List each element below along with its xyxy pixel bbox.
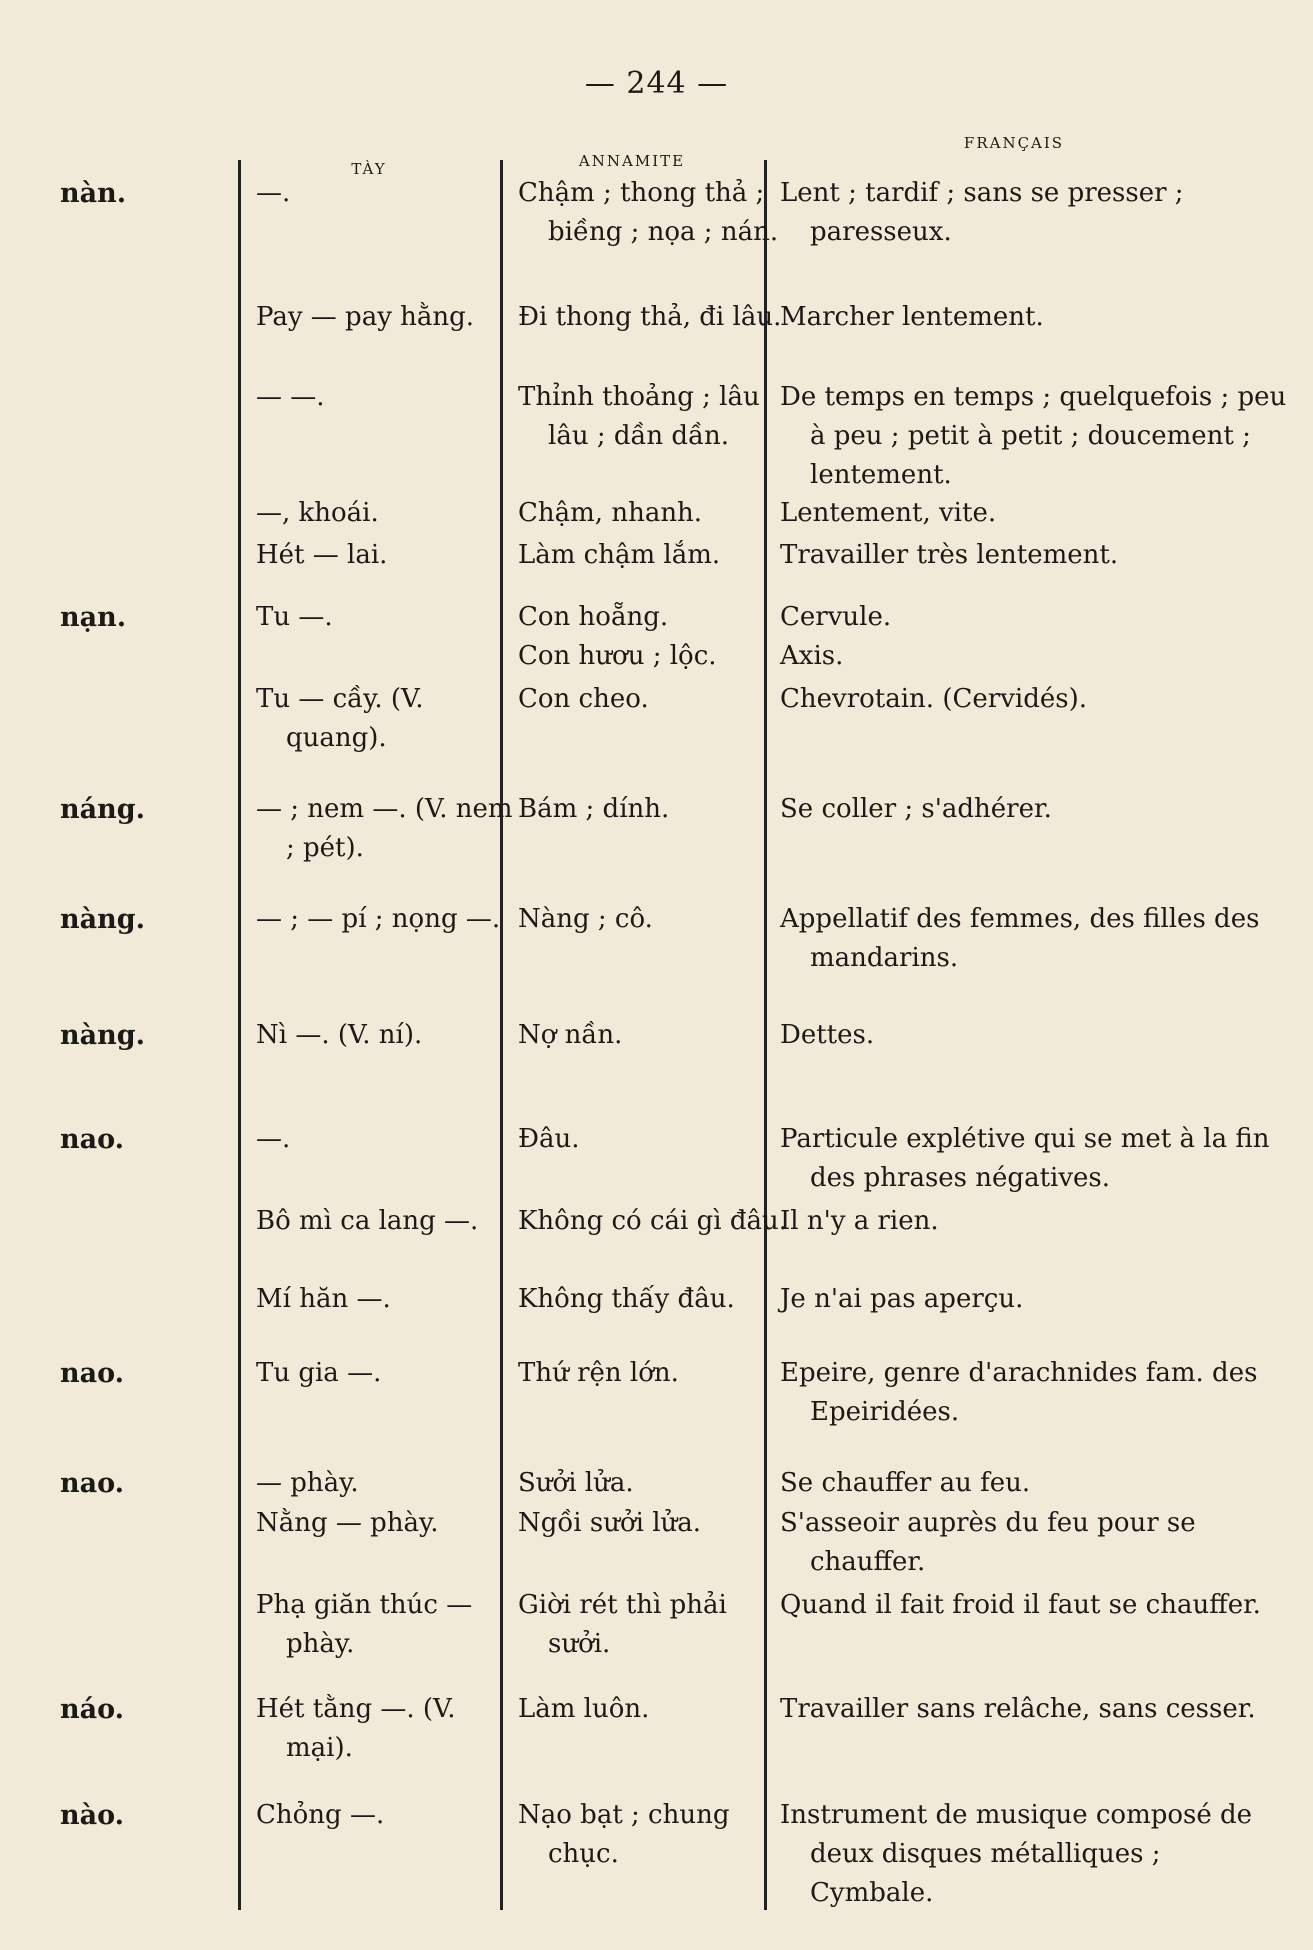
annamite-text: Làm chậm lắm. [518, 540, 721, 570]
tay-text: —. [256, 178, 291, 208]
tay-text: — —. [256, 382, 325, 412]
francais-text: Quand il fait froid il faut se chauffer. [780, 1590, 1261, 1620]
annamite-text: Con hươu ; lộc. [518, 641, 717, 671]
tay-text: Bô mì ca lang —. [256, 1206, 479, 1236]
annamite-text: Không có cái gì đâu. [518, 1206, 787, 1236]
annamite-text: Thỉnh thoảng ; lâu lâu ; dần dần. [518, 382, 760, 451]
tay-text: Nằng — phày. [256, 1508, 439, 1538]
annamite-text: Ngồi sưởi lửa. [518, 1508, 702, 1538]
tay-text: Phạ giăn thúc — phày. [256, 1590, 473, 1659]
page-number: — 244 — [584, 66, 729, 101]
francais-text: Instrument de musique composé de deux disques métalliques ; Cymbale. [780, 1800, 1253, 1908]
tay-text: — ; — pí ; nọng —. [256, 904, 501, 934]
francais-text: S'asseoir auprès du feu pour se chauffer. [780, 1508, 1196, 1577]
tay-text: —. [256, 1124, 291, 1154]
francais-text: Marcher lentement. [780, 302, 1044, 332]
annamite-text: Con cheo. [518, 684, 649, 714]
francais-text: Il n'y a rien. [780, 1206, 939, 1236]
annamite-text: Con hoẵng. [518, 602, 669, 632]
header-francais: FRANÇAIS [963, 134, 1065, 152]
headword: nàng. [60, 1020, 146, 1051]
francais-text: Travailler très lentement. [780, 540, 1119, 570]
tay-text: Tu — cầy. (V. quang). [256, 684, 424, 753]
tay-text: Tu —. [256, 602, 333, 632]
headword: nàn. [60, 178, 127, 209]
headword: nao. [60, 1358, 125, 1389]
francais-text: De temps en temps ; quelquefois ; peu à peu ; petit à petit ; doucement ; lentement. [780, 382, 1287, 490]
francais-text: Chevrotain. (Cervidés). [780, 684, 1087, 714]
column-divider [238, 160, 241, 1910]
francais-text: Appellatif des femmes, des filles des mandarins. [780, 904, 1260, 973]
headword: nạn. [60, 602, 127, 633]
tay-text: — phày. [256, 1468, 359, 1498]
francais-text: Particule explétive qui se met à la fin des phrases négatives. [780, 1124, 1270, 1193]
annamite-text: Đâu. [518, 1124, 580, 1154]
annamite-text: Chậm, nhanh. [518, 498, 703, 528]
annamite-text: Nàng ; cô. [518, 904, 653, 934]
francais-text: Axis. [780, 641, 844, 671]
tay-text: Hét — lai. [256, 540, 388, 570]
tay-text: Chỏng —. [256, 1800, 385, 1830]
headword: náo. [60, 1694, 125, 1725]
tay-text: Nì —. (V. ní). [256, 1020, 423, 1050]
headword: náng. [60, 794, 146, 825]
annamite-text: Làm luôn. [518, 1694, 650, 1724]
annamite-text: Bám ; dính. [518, 794, 670, 824]
tay-text: Tu gia —. [256, 1358, 382, 1388]
annamite-text: Sưởi lửa. [518, 1468, 634, 1498]
francais-text: Cervule. [780, 602, 892, 632]
francais-text: Travailler sans relâche, sans cesser. [780, 1694, 1256, 1724]
annamite-text: Nợ nần. [518, 1020, 623, 1050]
francais-text: Epeire, genre d'arachnides fam. des Epeiridées. [780, 1358, 1258, 1427]
header-tay: TÀY [351, 160, 387, 178]
headword: nao. [60, 1468, 125, 1499]
annamite-text: Không thấy đâu. [518, 1284, 735, 1314]
headword: nào. [60, 1800, 125, 1831]
headword: nao. [60, 1124, 125, 1155]
annamite-text: Giời rét thì phải sưởi. [518, 1590, 727, 1659]
annamite-text: Nạo bạt ; chung chục. [518, 1800, 730, 1869]
francais-text: Je n'ai pas aperçu. [780, 1284, 1024, 1314]
tay-text: Hét tằng —. (V. mại). [256, 1694, 456, 1763]
annamite-text: Chậm ; thong thả ; biềng ; nọa ; nán. [518, 178, 779, 247]
francais-text: Lentement, vite. [780, 498, 997, 528]
francais-text: Lent ; tardif ; sans se presser ; paresseux. [780, 178, 1184, 247]
tay-text: — ; nem —. (V. nem ; pét). [256, 794, 513, 863]
tay-text: Pay — pay hằng. [256, 302, 475, 332]
header-annamite: ANNAMITE [578, 152, 686, 170]
headword: nàng. [60, 904, 146, 935]
annamite-text: Thứ rện lớn. [518, 1358, 679, 1388]
annamite-text: Đi thong thả, đi lâu. [518, 302, 782, 332]
tay-text: Mí hăn —. [256, 1284, 391, 1314]
francais-text: Se coller ; s'adhérer. [780, 794, 1052, 824]
francais-text: Dettes. [780, 1020, 875, 1050]
tay-text: —, khoái. [256, 498, 379, 528]
francais-text: Se chauffer au feu. [780, 1468, 1031, 1498]
